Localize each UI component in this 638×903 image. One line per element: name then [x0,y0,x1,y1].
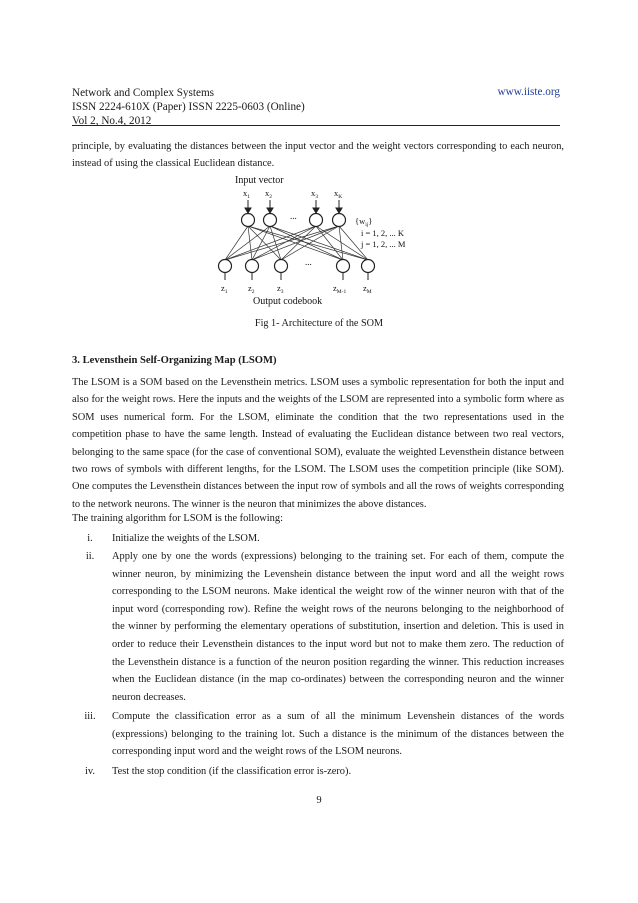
weight-connections [225,226,368,260]
output-codebook-label: Output codebook [253,296,323,307]
output-label-z1: $z_1$ [221,283,228,295]
list-item-text: Compute the classification error as a sum of all the minimum Levenshein distances of the words (expressions) belonging to the training lot. Such a distance is the minimum of the distances between the corresponding input word and the weight rows of the LSOM neurons. [112,711,564,758]
weights-label: $\{w_{ij}\}$ [355,216,373,228]
input-labels [243,188,342,200]
output-label-zm: $z_M$ [363,283,372,295]
section-paragraph: The LSOM is a SOM based on the Levensthein metrics. LSOM uses a symbolic representation for both the input and also for the weight rows. Here the inputs and the weights of the LSOM are represented into a symbolic form where as SOM uses numerical form. For the LSOM, eliminate the condition that the two representations used in the competition phase to have the same length. Instead of evaluating the Euclidean distance between two real vectors, belonging to the same space (for the case of conventional SOM), evaluate the weighted Levensthein distance between two rows of symbols with different lengths, for the LSOM. The LSOM uses the competition principle (like SOM). One computes the Levensthein distances between the input row of symbols and all the rows of weights corresponding to the network neurons. The winner is the neuron that minimizes the above distances. [72,377,564,510]
output-label-z2: $z_2$ [248,283,255,295]
list-item-text: Initialize the weights of the LSOM. [112,533,260,544]
output-neurons [219,260,375,273]
header-rule [72,125,560,126]
list-item-number: i. [87,533,93,544]
list-item-number: ii. [85,551,95,562]
output-label-z3: $z_3$ [277,283,284,295]
list-item-number: iii. [84,711,96,722]
journal-name: Network and Complex Systems [72,87,215,99]
issn-line: ISSN 2224-610X (Paper) ISSN 2225-0603 (Online) [72,101,305,113]
algorithm-intro: The training algorithm for LSOM is the following: [72,513,283,524]
input-label-x2: $x_2$ [265,188,272,200]
index-j-range: j = 1, 2, ... M [361,239,406,249]
list-item-number: iv. [84,766,95,777]
section-heading: 3. Levensthein Self-Organizing Map (LSOM) [72,355,277,366]
input-label-x1: $x_1$ [243,188,250,200]
volume-line: Vol 2, No.4, 2012 [72,115,152,127]
input-label-xk: $x_K$ [334,188,343,200]
output-labels [221,283,372,295]
intro-paragraph: principle, by evaluating the distances between the input vector and the weight vectors corresponding to each neuron, instead of using the classical Euclidean distance. [72,141,564,170]
input-label-x3: $x_3$ [311,188,318,200]
som-architecture-figure [205,170,420,310]
output-label-zm1: $z_{M-1}$ [333,283,347,295]
output-lines [225,273,368,280]
figure-title: Input vector [235,175,284,186]
list-item-text: Test the stop condition (if the classification error is-zero). [112,766,352,777]
output-ellipsis: ... [305,257,312,267]
journal-website-link[interactable]: www.iiste.org [497,86,560,98]
list-item-text: Apply one by one the words (expressions) belonging to the training set. For each of them, compute the winner neuron, by minimizing the Levenshein distance between the input word and all the weight rows corresponding to the LSOM neurons. Make identical the weight row of the winner neuron with that of the input word (corresponding row). Refine the weight rows of the neurons belonging to the neighborhood of the winner by performing the elementary operations of substitution, insertion and deletion. This is used in order to reduce their Levensthein distances to the input word but not to make them zero. The reduction of the Levensthein distance is a function of the neuron position regarding the winner. This reduction increases when the Euclidean distance (in the map co-ordinates) between the corresponding neuron and the winner neuron decreases. [112,551,564,703]
index-i-range: i = 1, 2, ... K [361,228,405,238]
figure-caption: Fig 1- Architecture of the SOM [254,318,384,329]
input-ellipsis: ... [290,211,297,221]
page-number: 9 [316,795,322,806]
